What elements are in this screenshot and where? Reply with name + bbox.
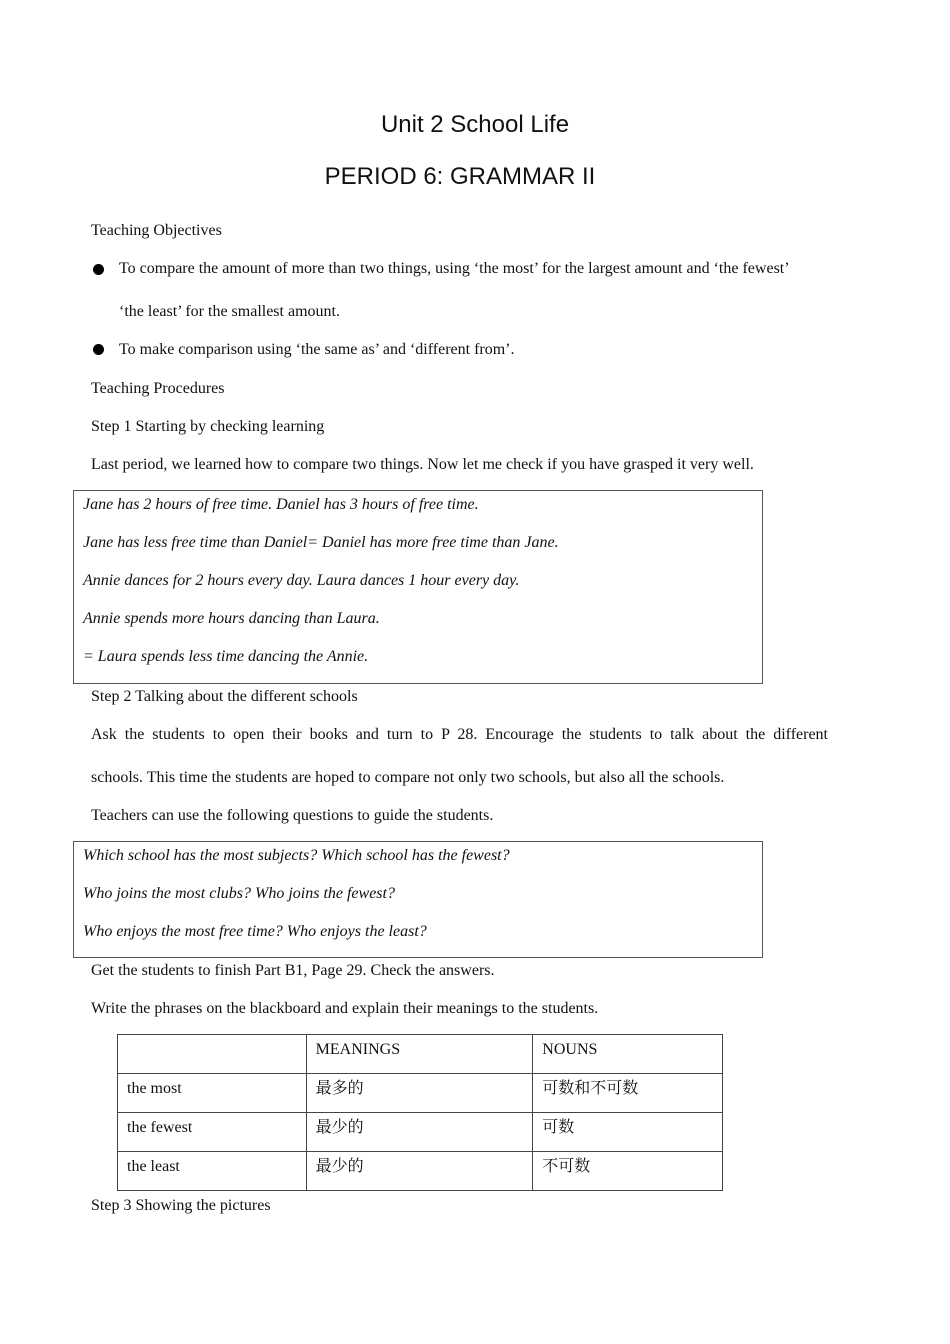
example-box <box>73 490 763 684</box>
objective-line: To make comparison using ‘the same as’ and ‘different from’. <box>119 341 515 358</box>
step2-heading: Step 2 Talking about the different schools <box>91 688 358 705</box>
step2-paragraph-line: schools. This time the students are hoped to compare not only two schools, but also all the schools. <box>91 769 725 786</box>
table-row <box>118 1152 723 1191</box>
question-line: Which school has the most subjects? Which school has the fewest? <box>83 847 510 864</box>
example-line: Jane has less free time than Daniel= Daniel has more free time than Jane. <box>83 534 559 551</box>
bullet-icon <box>93 264 104 275</box>
step2-write: Write the phrases on the blackboard and explain their meanings to the students. <box>91 1000 599 1017</box>
question-line: Who joins the most clubs? Who joins the fewest? <box>83 885 395 902</box>
objective-line: ‘the least’ for the smallest amount. <box>119 303 340 320</box>
table-cell: 可数和不可数 <box>533 1074 723 1113</box>
table-row <box>118 1074 723 1113</box>
table-header-cell <box>118 1035 307 1074</box>
table-header-cell: MEANINGS <box>306 1035 533 1074</box>
table-cell: 可数 <box>533 1113 723 1152</box>
objectives-heading: Teaching Objectives <box>91 222 222 239</box>
example-line: Annie dances for 2 hours every day. Laura dances 1 hour every day. <box>83 572 520 589</box>
example-line: Jane has 2 hours of free time. Daniel has 3 hours of free time. <box>83 496 479 513</box>
table-cell: 最少的 <box>306 1113 533 1152</box>
table-row <box>118 1113 723 1152</box>
step3-heading: Step 3 Showing the pictures <box>91 1197 271 1214</box>
table-header-cell: NOUNS <box>533 1035 723 1074</box>
document-subtitle: PERIOD 6: GRAMMAR II <box>324 163 596 190</box>
step1-intro: Last period, we learned how to compare two things. Now let me check if you have grasped it very well. <box>91 456 754 473</box>
table-cell: the fewest <box>118 1113 307 1152</box>
example-line: = Laura spends less time dancing the Annie. <box>83 648 369 665</box>
questions-box <box>73 841 763 958</box>
phrases-table <box>117 1034 723 1191</box>
table-cell: 最少的 <box>306 1152 533 1191</box>
table-cell: 最多的 <box>306 1074 533 1113</box>
table-cell: 不可数 <box>533 1152 723 1191</box>
table-cell: the most <box>118 1074 307 1113</box>
question-line: Who enjoys the most free time? Who enjoys the least? <box>83 923 427 940</box>
objective-line: To compare the amount of more than two things, using ‘the most’ for the largest amount and ‘the fewest’ <box>119 260 790 277</box>
table-header-row <box>118 1035 723 1074</box>
procedures-heading: Teaching Procedures <box>91 380 225 397</box>
step1-heading: Step 1 Starting by checking learning <box>91 418 325 435</box>
example-line: Annie spends more hours dancing than Laura. <box>83 610 380 627</box>
step2-guide: Teachers can use the following questions to guide the students. <box>91 807 494 824</box>
step2-paragraph-line: Ask the students to open their books and turn to P 28. Encourage the students to talk about the different <box>91 726 828 743</box>
bullet-icon <box>93 344 104 355</box>
table-cell: the least <box>118 1152 307 1191</box>
document-title: Unit 2 School Life <box>380 111 570 138</box>
step2-finish: Get the students to finish Part B1, Page 29. Check the answers. <box>91 962 495 979</box>
